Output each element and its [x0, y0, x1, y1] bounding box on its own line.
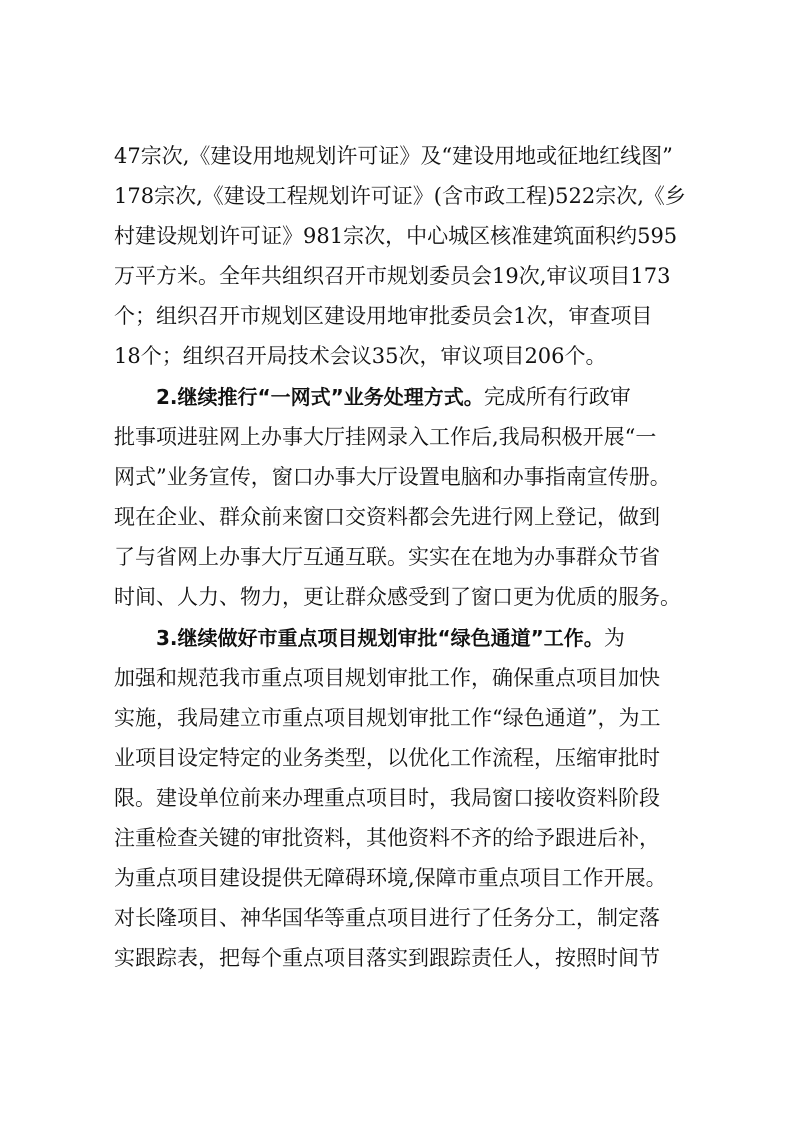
- text-line: 网式”业务宣传，窗口办事大厅设置电脑和办事指南宣传册。: [114, 465, 671, 489]
- item-2-text: 完成所有行政审: [483, 385, 631, 409]
- item-3-text: 为: [603, 626, 625, 650]
- text-line: 47宗次,《建设用地规划许可证》及“建设用地或征地红线图”: [114, 144, 673, 168]
- text-line: 为重点项目建设提供无障碍环境,保障市重点项目工作开展。: [114, 866, 667, 890]
- text-line: 对长隆项目、神华国华等重点项目进行了任务分工，制定落: [114, 906, 660, 930]
- text-line: 时间、人力、物力，更让群众感受到了窗口更为优质的服务。: [114, 585, 681, 609]
- text-line: 业项目设定特定的业务类型，以优化工作流程，压缩审批时: [114, 746, 660, 770]
- text-line: 了与省网上办事大厅互通互联。实实在在地为办事群众节省: [114, 545, 660, 569]
- text-line: 万平方米。全年共组织召开市规划委员会19次,审议项目173: [114, 264, 671, 288]
- text-line: 个；组织召开市规划区建设用地审批委员会1次，审查项目: [114, 304, 653, 328]
- item-2-first-line: [156, 377, 686, 417]
- text-line: 加强和规范我市重点项目规划审批工作，确保重点项目加快: [114, 666, 660, 690]
- item-3-heading: 3.继续做好市重点项目规划审批“绿色通道”工作。: [156, 626, 604, 650]
- item-2-heading: 2.继续推行“一网式”业务处理方式。: [156, 385, 484, 409]
- text-line: 注重检查关键的审批资料，其他资料不齐的给予跟进后补，: [114, 826, 660, 850]
- item-3-first-line: [156, 618, 686, 658]
- text-line: 现在企业、群众前来窗口交资料都会先进行网上登记，做到: [114, 505, 660, 529]
- text-line: 实跟踪表，把每个重点项目落实到跟踪责任人，按照时间节: [114, 946, 660, 970]
- text-line: 18个；组织召开局技术会议35次，审议项目206个。: [114, 344, 607, 368]
- text-line: 178宗次,《建设工程规划许可证》(含市政工程)522宗次,《乡: [114, 184, 686, 208]
- text-line: 实施，我局建立市重点项目规划审批工作“绿色通道”，为工: [114, 706, 661, 730]
- text-line: 批事项进驻网上办事大厅挂网录入工作后,我局积极开展“一: [114, 425, 657, 449]
- text-line: 村建设规划许可证》981宗次，中心城区核准建筑面积约595: [114, 224, 678, 248]
- text-line: 限。建设单位前来办理重点项目时，我局窗口接收资料阶段: [114, 786, 660, 810]
